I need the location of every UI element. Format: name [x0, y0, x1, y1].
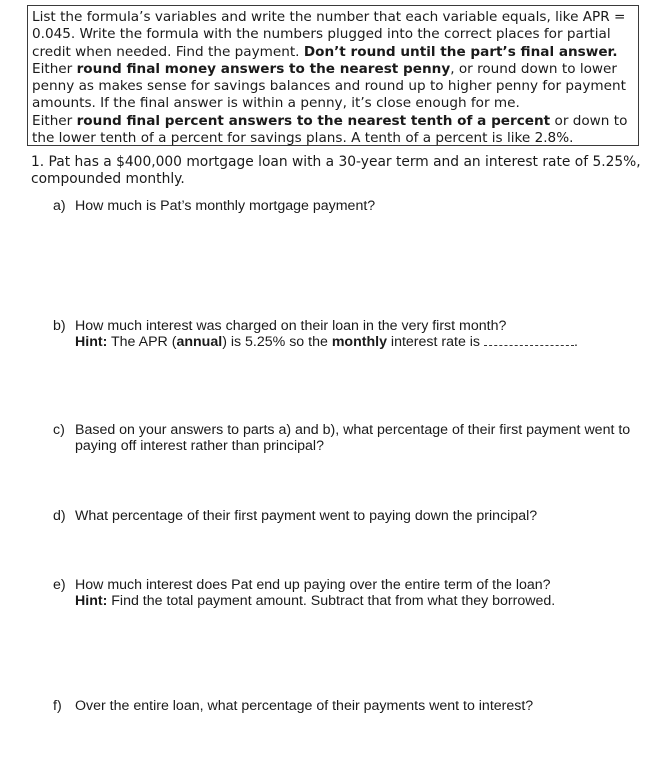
instructions-box	[27, 5, 639, 146]
question-letter: d)	[53, 508, 66, 524]
hint	[53, 593, 643, 609]
hint-emphasis: monthly	[331, 334, 387, 350]
hint-emphasis: annual	[176, 334, 223, 350]
question-letter: a)	[53, 198, 66, 214]
question-text: How much is Pat’s monthly mortgage payment?	[75, 198, 376, 214]
question-text: How much interest was charged on their loan in the very first month?	[75, 318, 507, 334]
question-text: What percentage of their first payment went to paying down the principal?	[75, 508, 538, 524]
instruction-percent-rule: round final percent answers to the nearest tenth of a percent	[76, 112, 551, 129]
question-f	[53, 698, 643, 714]
hint-text: Find the total payment amount. Subtract that from what they borrowed.	[107, 593, 556, 609]
question-letter: b)	[53, 318, 66, 334]
hint-text: interest rate is	[386, 334, 484, 350]
instruction-sentence: List the formula’s variables and write the number that each variable equals, like APR = 0.045. Write the formula with the numbers plugged into the correct places for partial credit when needed. Find the payment.	[32, 9, 626, 60]
question-d	[53, 508, 643, 524]
instruction-rounding-rule: Don’t round until the part’s final answer.	[303, 43, 618, 60]
hint	[53, 334, 643, 350]
hint-text: .	[573, 334, 578, 350]
instructions-text	[32, 9, 634, 147]
hint-text: The APR (	[107, 334, 177, 350]
instruction-sentence: or down to the lower tenth of a percent for savings plans. A tenth of a percent is like 2.8%.	[32, 112, 628, 147]
instruction-sentence: Either	[32, 112, 77, 129]
question-text: Based on your answers to parts a) and b), what percentage of their first payment went to paying off interest rather than principal?	[75, 422, 631, 454]
question-c	[53, 422, 643, 454]
problem-statement	[31, 154, 641, 188]
instruction-sentence: Either	[32, 60, 77, 77]
hint-label: Hint:	[75, 334, 108, 350]
question-text: Over the entire loan, what percentage of their payments went to interest?	[75, 698, 534, 714]
question-b	[53, 318, 643, 350]
hint-text: ) is 5.25% so the	[222, 334, 332, 350]
problem-text: 1. Pat has a $400,000 mortgage loan with a 30-year term and an interest rate of 5.25%, compounded monthly.	[31, 154, 641, 187]
instruction-money-rule: round final money answers to the nearest penny	[76, 60, 451, 77]
question-text: How much interest does Pat end up paying over the entire term of the loan?	[75, 577, 551, 593]
answer-blank[interactable]	[484, 335, 574, 346]
question-letter: e)	[53, 577, 66, 593]
instruction-sentence: , or round down to lower penny as makes sense for savings balances and round up to higher penny for payment amounts. If the final answer is within a penny, it’s close enough for me.	[32, 60, 626, 112]
question-letter: f)	[53, 698, 62, 714]
question-e	[53, 577, 643, 609]
question-a	[53, 198, 643, 214]
hint-label: Hint:	[75, 593, 108, 609]
question-letter: c)	[53, 422, 65, 438]
